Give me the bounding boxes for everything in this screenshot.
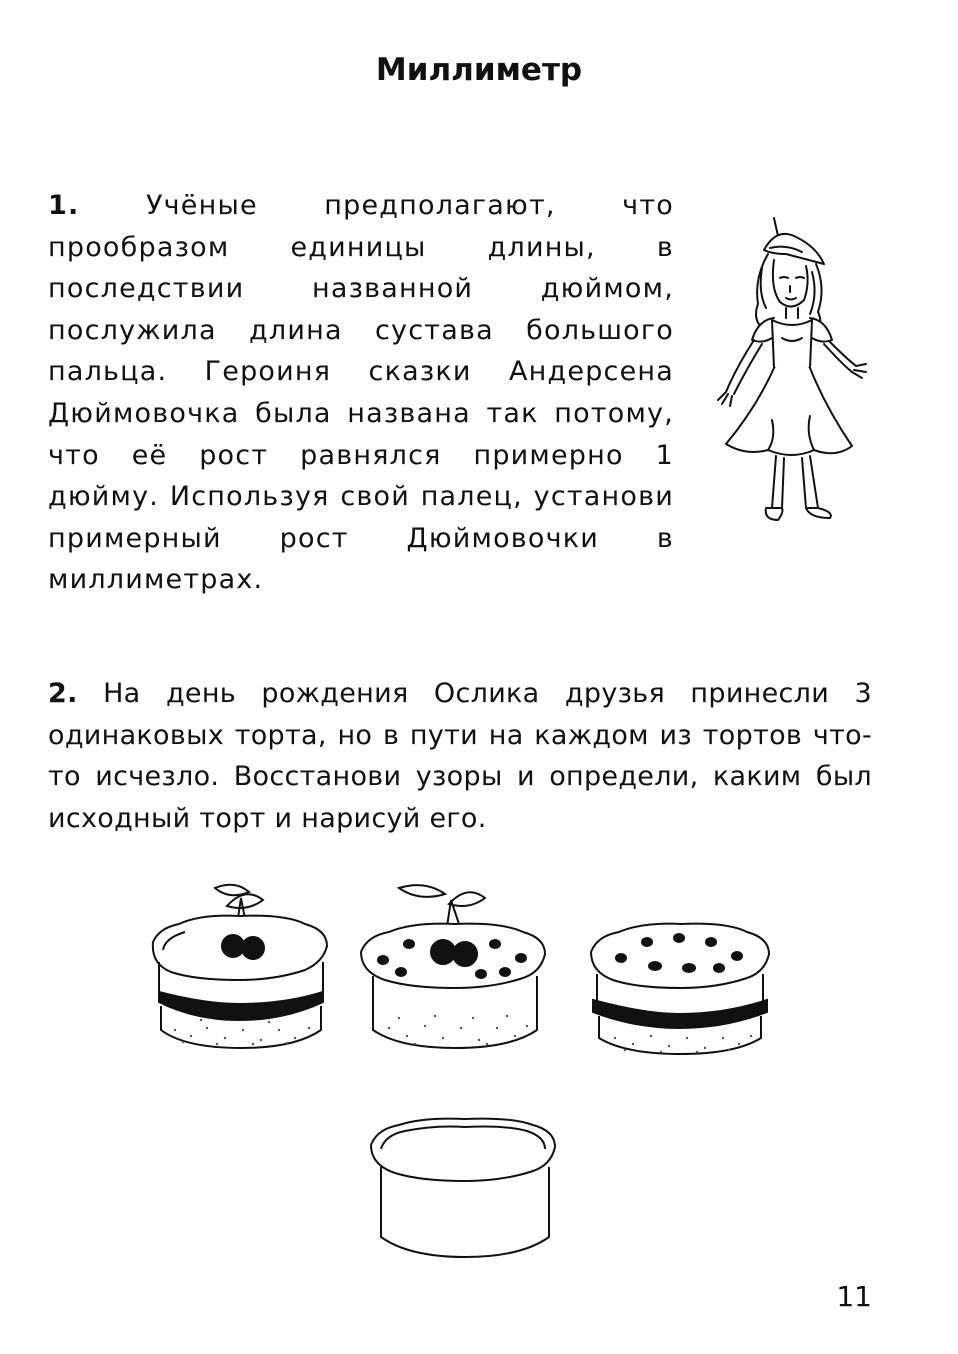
page-number: 11 xyxy=(836,1280,872,1313)
page-title: Миллиметр xyxy=(375,52,583,88)
cake-2 xyxy=(355,880,555,1060)
cake-3 xyxy=(585,920,775,1060)
empty-cake-outline xyxy=(365,1115,565,1260)
task-1 xyxy=(48,185,674,601)
task-2 xyxy=(48,673,872,839)
thumbelina-illustration xyxy=(706,208,876,538)
task-1-text: Учёные предполагают, что прообразом единицы длины, в последствии названной дюймом, послужила длина сустава большого пальца. Героиня сказки Андерсена Дюймовочка была названа так потому, что её рост равнялся примерно 1 дюйму. Используя свой палец, установи примерный рост Дюймовочки в миллиметрах. xyxy=(48,190,674,596)
task-2-text: На день рождения Ослика друзья принесли 3 одинаковых торта, но в пути на каждом из тортов что-то исчезло. Восстанови узоры и определи, каким был исходный торт и нарисуй его. xyxy=(48,678,872,834)
cake-1 xyxy=(145,880,335,1060)
task-1-number: 1. xyxy=(48,190,80,221)
task-2-number: 2. xyxy=(48,678,78,709)
